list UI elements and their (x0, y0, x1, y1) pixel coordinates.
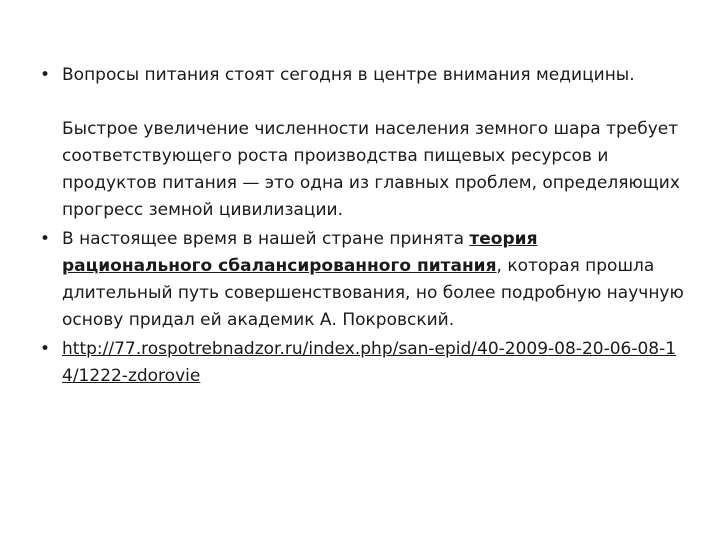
bullet-icon: • (40, 339, 51, 359)
paragraph-population-growth: Быстрое увеличение численности населения земного шара требует соответствующего роста производства пищевых ресурсов и продуктов питания — это одна из главных проблем, определяющих прогресс земной цивилизации. (62, 119, 680, 220)
paragraph-gap (62, 89, 686, 116)
bullet-icon: • (40, 229, 51, 249)
theory-text-before: В настоящее время в нашей стране принята (62, 229, 470, 249)
bullet-icon: • (40, 65, 51, 85)
theory-term: теория рационального сбалансированного питания (62, 229, 538, 276)
paragraph-nutrition-intro: Вопросы питания стоят сегодня в центре внимания медицины. (62, 65, 635, 85)
bullet-item-link (36, 336, 686, 390)
theory-text-after: , которая прошла длительный путь совершенствования, но более подробную научную основу придал ей академик А. Покровский. (62, 256, 684, 330)
bullet-item-theory (36, 226, 686, 334)
source-link[interactable]: http://77.rospotrebnadzor.ru/index.php/san-epid/40-2009-08-20-06-08-14/1222-zdorovie (62, 339, 677, 386)
slide-content (36, 62, 686, 392)
bullet-item-nutrition (36, 62, 686, 224)
